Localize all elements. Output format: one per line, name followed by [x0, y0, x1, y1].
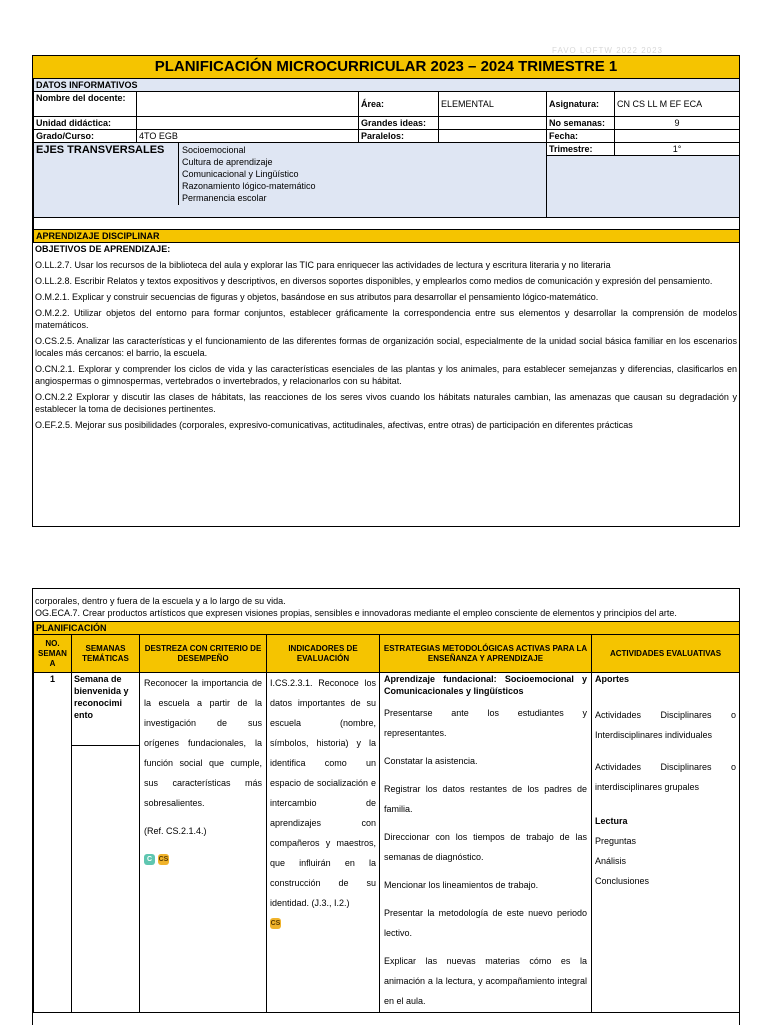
- estrategia-item: Registrar los datos restantes de los padres de familia.: [384, 784, 587, 814]
- page-2: [32, 588, 740, 1025]
- row-semana-tematica: [72, 673, 140, 1013]
- unidad-label: Unidad didáctica:: [34, 117, 137, 130]
- trimestre-label: Trimestre:: [547, 143, 615, 156]
- estrategia-title: Aprendizaje fundacional: Socioemocional y Comunicacionales y lingüísticos: [384, 674, 587, 696]
- semana-tematica-text: Semana de bienvenida y reconocimi ento: [72, 673, 139, 746]
- lectura-item: Preguntas: [595, 836, 637, 846]
- unidad-value[interactable]: [137, 117, 359, 130]
- datos-informativos-label: DATOS INFORMATIVOS: [34, 79, 740, 92]
- col-header-indicadores: INDICADORES DE EVALUACIÓN: [267, 635, 380, 673]
- objetivo-item: O.EF.2.5. Mejorar sus posibilidades (corporales, expresivo-comunicativas, actitudinales, afectivas, entre otras) de participación en diferentes prácticas: [35, 420, 633, 430]
- grado-value[interactable]: 4TO EGB: [137, 130, 359, 143]
- socioemotional-badge-icon: CS: [270, 920, 281, 928]
- destreza-text: Reconocer la importancia de la escuela a partir de la investigación de sus orígenes fundacionales, la función social que cumple, sus características más sobresalientes.: [144, 678, 262, 808]
- actividad-item: Actividades Disciplinares o Interdisciplinares individuales: [595, 710, 737, 740]
- row-no-semana: 1: [34, 673, 72, 1013]
- eje-item: Permanencia escolar: [182, 193, 267, 203]
- eje-item: Comunicacional y Lingüístico: [182, 169, 299, 179]
- estrategia-item: Explicar las nuevas materias cómo es la animación a la lectura, y acompañamiento integral en el aula.: [384, 956, 587, 1006]
- watermark-text: FAVO LOFTW 2022 2023: [552, 46, 664, 55]
- document-title: PLANIFICACIÓN MICROCURRICULAR 2023 – 2024 TRIMESTRE 1: [33, 56, 739, 78]
- col-header-semanas: SEMANAS TEMÁTICAS: [72, 635, 140, 673]
- objetivo-item: O.LL.2.7. Usar los recursos de la biblioteca del aula y explorar las TIC para enriquecer las actividades de lectura y escritura literaria y no literaria: [35, 260, 611, 270]
- estrategia-item: Constatar la asistencia.: [384, 756, 478, 766]
- datos-informativos-table: [33, 78, 740, 243]
- page-1: [32, 55, 740, 527]
- actividades-title: Aportes: [595, 674, 630, 684]
- objetivo-item: O.M.2.2. Utilizar objetos del entorno para formar conjuntos, establecer gráficamente la correspondencia entre sus elementos y desarrollar la comprensión de modelos matemáticos.: [35, 308, 737, 330]
- aprendizaje-label: APRENDIZAJE DISCIPLINAR: [34, 230, 740, 243]
- row-destreza: [140, 673, 267, 1013]
- asignatura-label: Asignatura:: [547, 92, 615, 117]
- fecha-value[interactable]: [615, 130, 740, 143]
- ejes-label: EJES TRANSVERSALES: [36, 144, 165, 156]
- lectura-item: Análisis: [595, 856, 627, 866]
- area-label: Área:: [359, 92, 439, 117]
- lectura-title: Lectura: [595, 816, 628, 826]
- grandes-ideas-label: Grandes ideas:: [359, 117, 439, 130]
- area-value[interactable]: ELEMENTAL: [439, 92, 547, 117]
- planificacion-table: [33, 621, 740, 1013]
- row-estrategias: [380, 673, 592, 1013]
- row-indicador: [267, 673, 380, 1013]
- nosemanas-value[interactable]: 9: [615, 117, 740, 130]
- eje-item: Cultura de aprendizaje: [182, 157, 273, 167]
- actividad-item: Actividades Disciplinares o interdisciplinares grupales: [595, 762, 737, 792]
- estrategia-item: Mencionar los lineamientos de trabajo.: [384, 880, 539, 890]
- nombre-label: Nombre del docente:: [34, 92, 137, 117]
- objetivo-item: O.CS.2.5. Analizar las características y el funcionamiento de las diferentes formas de organización social, especialmente de la unidad social básica familiar en los escenarios locales más cercanos: el barrio, la escuela.: [35, 336, 737, 358]
- ejes-transversales-block: [34, 143, 547, 218]
- spacer-row: [34, 218, 740, 230]
- destreza-ref: (Ref. CS.2.1.4.): [144, 826, 207, 836]
- socioemotional-badge-icon: CS: [158, 856, 169, 864]
- eje-item: Razonamiento lógico-matemático: [182, 181, 316, 191]
- ejes-blank-cell: [547, 156, 740, 218]
- grado-label: Grado/Curso:: [34, 130, 137, 143]
- paralelos-label: Paralelos:: [359, 130, 439, 143]
- objetivos-continuation: [33, 589, 739, 619]
- og-eca-text: OG.ECA.7. Crear productos artísticos que expresen visiones propias, sensibles e innovadoras mediante el empleo consciente de elementos y principios del arte.: [35, 608, 677, 618]
- nombre-value[interactable]: [137, 92, 359, 117]
- col-header-destreza: DESTREZA CON CRITERIO DE DESEMPEÑO: [140, 635, 267, 673]
- destreza-badges: [144, 849, 262, 869]
- lectura-item: Conclusiones: [595, 876, 650, 886]
- trimestre-value[interactable]: 1°: [615, 143, 740, 156]
- objetivo-item: O.CN.2.1. Explorar y comprender los ciclos de vida y las características esenciales de las plantas y los animales, para establecer semejanzas y diferencias, clasificarlos en angiospermas o gimnospermas, vertebrados o invertebrados, y relacionarlos con su hábitat.: [35, 364, 737, 386]
- estrategia-item: Presentar la metodología de este nuevo periodo lectivo.: [384, 908, 587, 938]
- col-header-estrategias: ESTRATEGIAS METODOLÓGICAS ACTIVAS PARA LA ENSEÑANZA Y APRENDIZAJE: [380, 635, 592, 673]
- communication-badge-icon: C: [144, 854, 155, 865]
- paralelos-value[interactable]: [439, 130, 547, 143]
- continuation-text: corporales, dentro y fuera de la escuela y a lo largo de su vida.: [35, 596, 286, 606]
- estrategia-item: Direccionar con los tiempos de trabajo de las semanas de diagnóstico.: [384, 832, 587, 862]
- estrategia-item: Presentarse ante los estudiantes y representantes.: [384, 708, 587, 738]
- col-header-no-semana: NO. SEMAN A: [34, 635, 72, 673]
- objetivos-label: OBJETIVOS DE APRENDIZAJE:: [35, 244, 171, 254]
- ejes-list: [178, 143, 319, 205]
- asignatura-value[interactable]: CN CS LL M EF ECA: [615, 92, 740, 117]
- planificacion-label: PLANIFICACIÓN: [34, 622, 740, 635]
- objetivo-item: O.LL.2.8. Escribir Relatos y textos expositivos y descriptivos, en diversos soportes disponibles, y emplearlos como medios de comunicación y expresión del pensamiento.: [35, 276, 713, 286]
- fecha-label: Fecha:: [547, 130, 615, 143]
- indicador-badges: [270, 913, 376, 933]
- indicador-text: I.CS.2.3.1. Reconoce los datos importantes de su escuela (nombre, símbolos, historia) y la identifica como un espacio de socialización e intercambio de aprendizajes con compañeros y maestros, que influirán en la construcción de su identidad. (J.3., I.2.): [270, 678, 376, 908]
- eje-item: Socioemocional: [182, 145, 246, 155]
- objetivo-item: O.CN.2.2 Explorar y discutir las clases de hábitats, las reacciones de los seres vivos cuando los hábitats naturales cambian, las amenazas que causan su degradación y establecer la toma de decisiones pertinentes.: [35, 392, 737, 414]
- objetivo-item: O.M.2.1. Explicar y construir secuencias de figuras y objetos, basándose en sus atributos para desarrollar el pensamiento lógico-matemático.: [35, 292, 599, 302]
- row-actividades: [592, 673, 740, 1013]
- col-header-actividades: ACTIVIDADES EVALUATIVAS: [592, 635, 740, 673]
- grandes-ideas-value[interactable]: [439, 117, 547, 130]
- nosemanas-label: No semanas:: [547, 117, 615, 130]
- objetivos-section: [33, 243, 739, 431]
